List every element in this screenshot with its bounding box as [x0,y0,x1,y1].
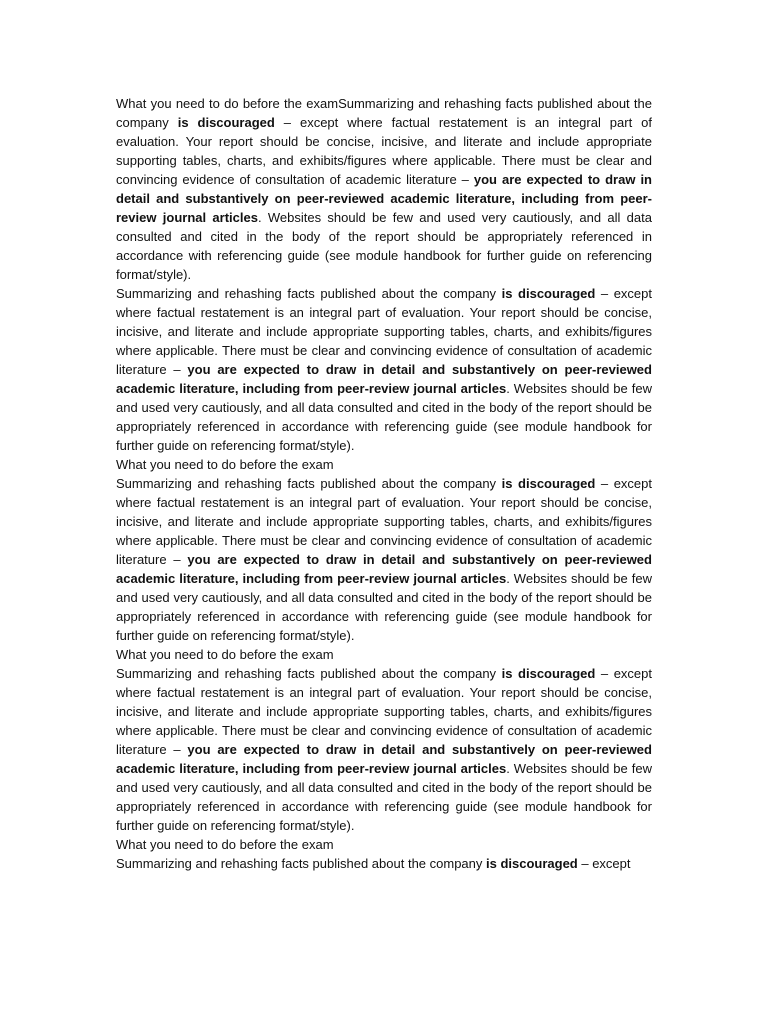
bold-phrase-discouraged: is discouraged [486,856,578,871]
paragraph-text: – except where factual restatement is an integral part of evaluation. Your report should be concise, incisive, and literate and include appropriate supporting tables, charts, and exhibits/figures where applicable. There must be clear and convincing evidence of consultation of academic literature – [116,115,652,187]
paragraph-text: – except where factual restatement is an integral part of evaluation. Your report should be concise, incisive, and literate and include appropriate supporting tables, charts, and exhibits/figures where applicable. There must be clear and convincing evidence of consultation of academic literature – [116,286,652,377]
paragraph-text: Summarizing and rehashing facts published about the company [116,96,652,130]
bold-phrase-discouraged: is discouraged [501,666,596,681]
bold-phrase-expected: you are expected to draw in detail and substantively on peer-reviewed academic literature, including from peer-review journal articles [116,172,652,225]
section-heading-4: What you need to do before the exam [116,647,334,662]
bold-phrase-discouraged: is discouraged [501,476,596,491]
paragraph-text: Summarizing and rehashing facts published about the company [116,476,502,491]
paragraph-text: – except where factual restatement is an integral part of evaluation. Your report should be concise, incisive, and literate and include appropriate supporting tables, charts, and exhibits/figures where applicable. There must be clear and convincing evidence of consultation of academic literature – [116,666,652,757]
paragraph-text: . Websites should be few and used very cautiously, and all data consulted and cited in the body of the report should be appropriately referenced in accordance with referencing guide (see module handbook for further guide on referencing format/style). [116,571,652,643]
bold-phrase-expected: you are expected to draw in detail and substantively on peer-reviewed academic literature, including from peer-review journal articles [116,742,652,776]
bold-phrase-discouraged: is discouraged [177,115,275,130]
paragraph-text: . Websites should be few and used very cautiously, and all data consulted and cited in the body of the report should be appropriately referenced in accordance with referencing guide (see module handbook for further guide on referencing format/style). [116,761,652,833]
bold-phrase-discouraged: is discouraged [501,286,596,301]
paragraph-text: – except where factual restatement is an integral part of evaluation. Your report should be concise, incisive, and literate and include appropriate supporting tables, charts, and exhibits/figures where applicable. There must be clear and convincing evidence of consultation of academic literature – [116,476,652,567]
section-heading-3: What you need to do before the exam [116,457,334,472]
bold-phrase-expected: you are expected to draw in detail and substantively on peer-reviewed academic literature, including from peer-review journal articles [116,362,652,396]
body-paragraph-2 [116,284,652,455]
paragraph-text: . Websites should be few and used very cautiously, and all data consulted and cited in the body of the report should be appropriately referenced in accordance with referencing guide (see module handbook for further guide on referencing format/style). [116,381,652,453]
paragraph-text: Summarizing and rehashing facts published about the company [116,666,502,681]
paragraph-lead-text: What you need to do before the exam [116,96,339,111]
bold-phrase-expected: you are expected to draw in detail and substantively on peer-reviewed academic literature, including from peer-review journal articles [116,552,652,586]
paragraph-text: – except [577,856,631,871]
body-paragraph-1 [116,94,652,284]
paragraph-text: Summarizing and rehashing facts published about the company [116,856,486,871]
body-paragraph-4 [116,664,652,835]
section-heading-5: What you need to do before the exam [116,837,334,852]
document-page [116,94,652,1014]
body-paragraph-5 [116,854,652,873]
paragraph-text: . Websites should be few and used very cautiously, and all data consulted and cited in the body of the report should be appropriately referenced in accordance with referencing guide (see module handbook for further guide on referencing format/style). [116,210,652,282]
paragraph-text: Summarizing and rehashing facts published about the company [116,286,502,301]
body-paragraph-3 [116,474,652,645]
